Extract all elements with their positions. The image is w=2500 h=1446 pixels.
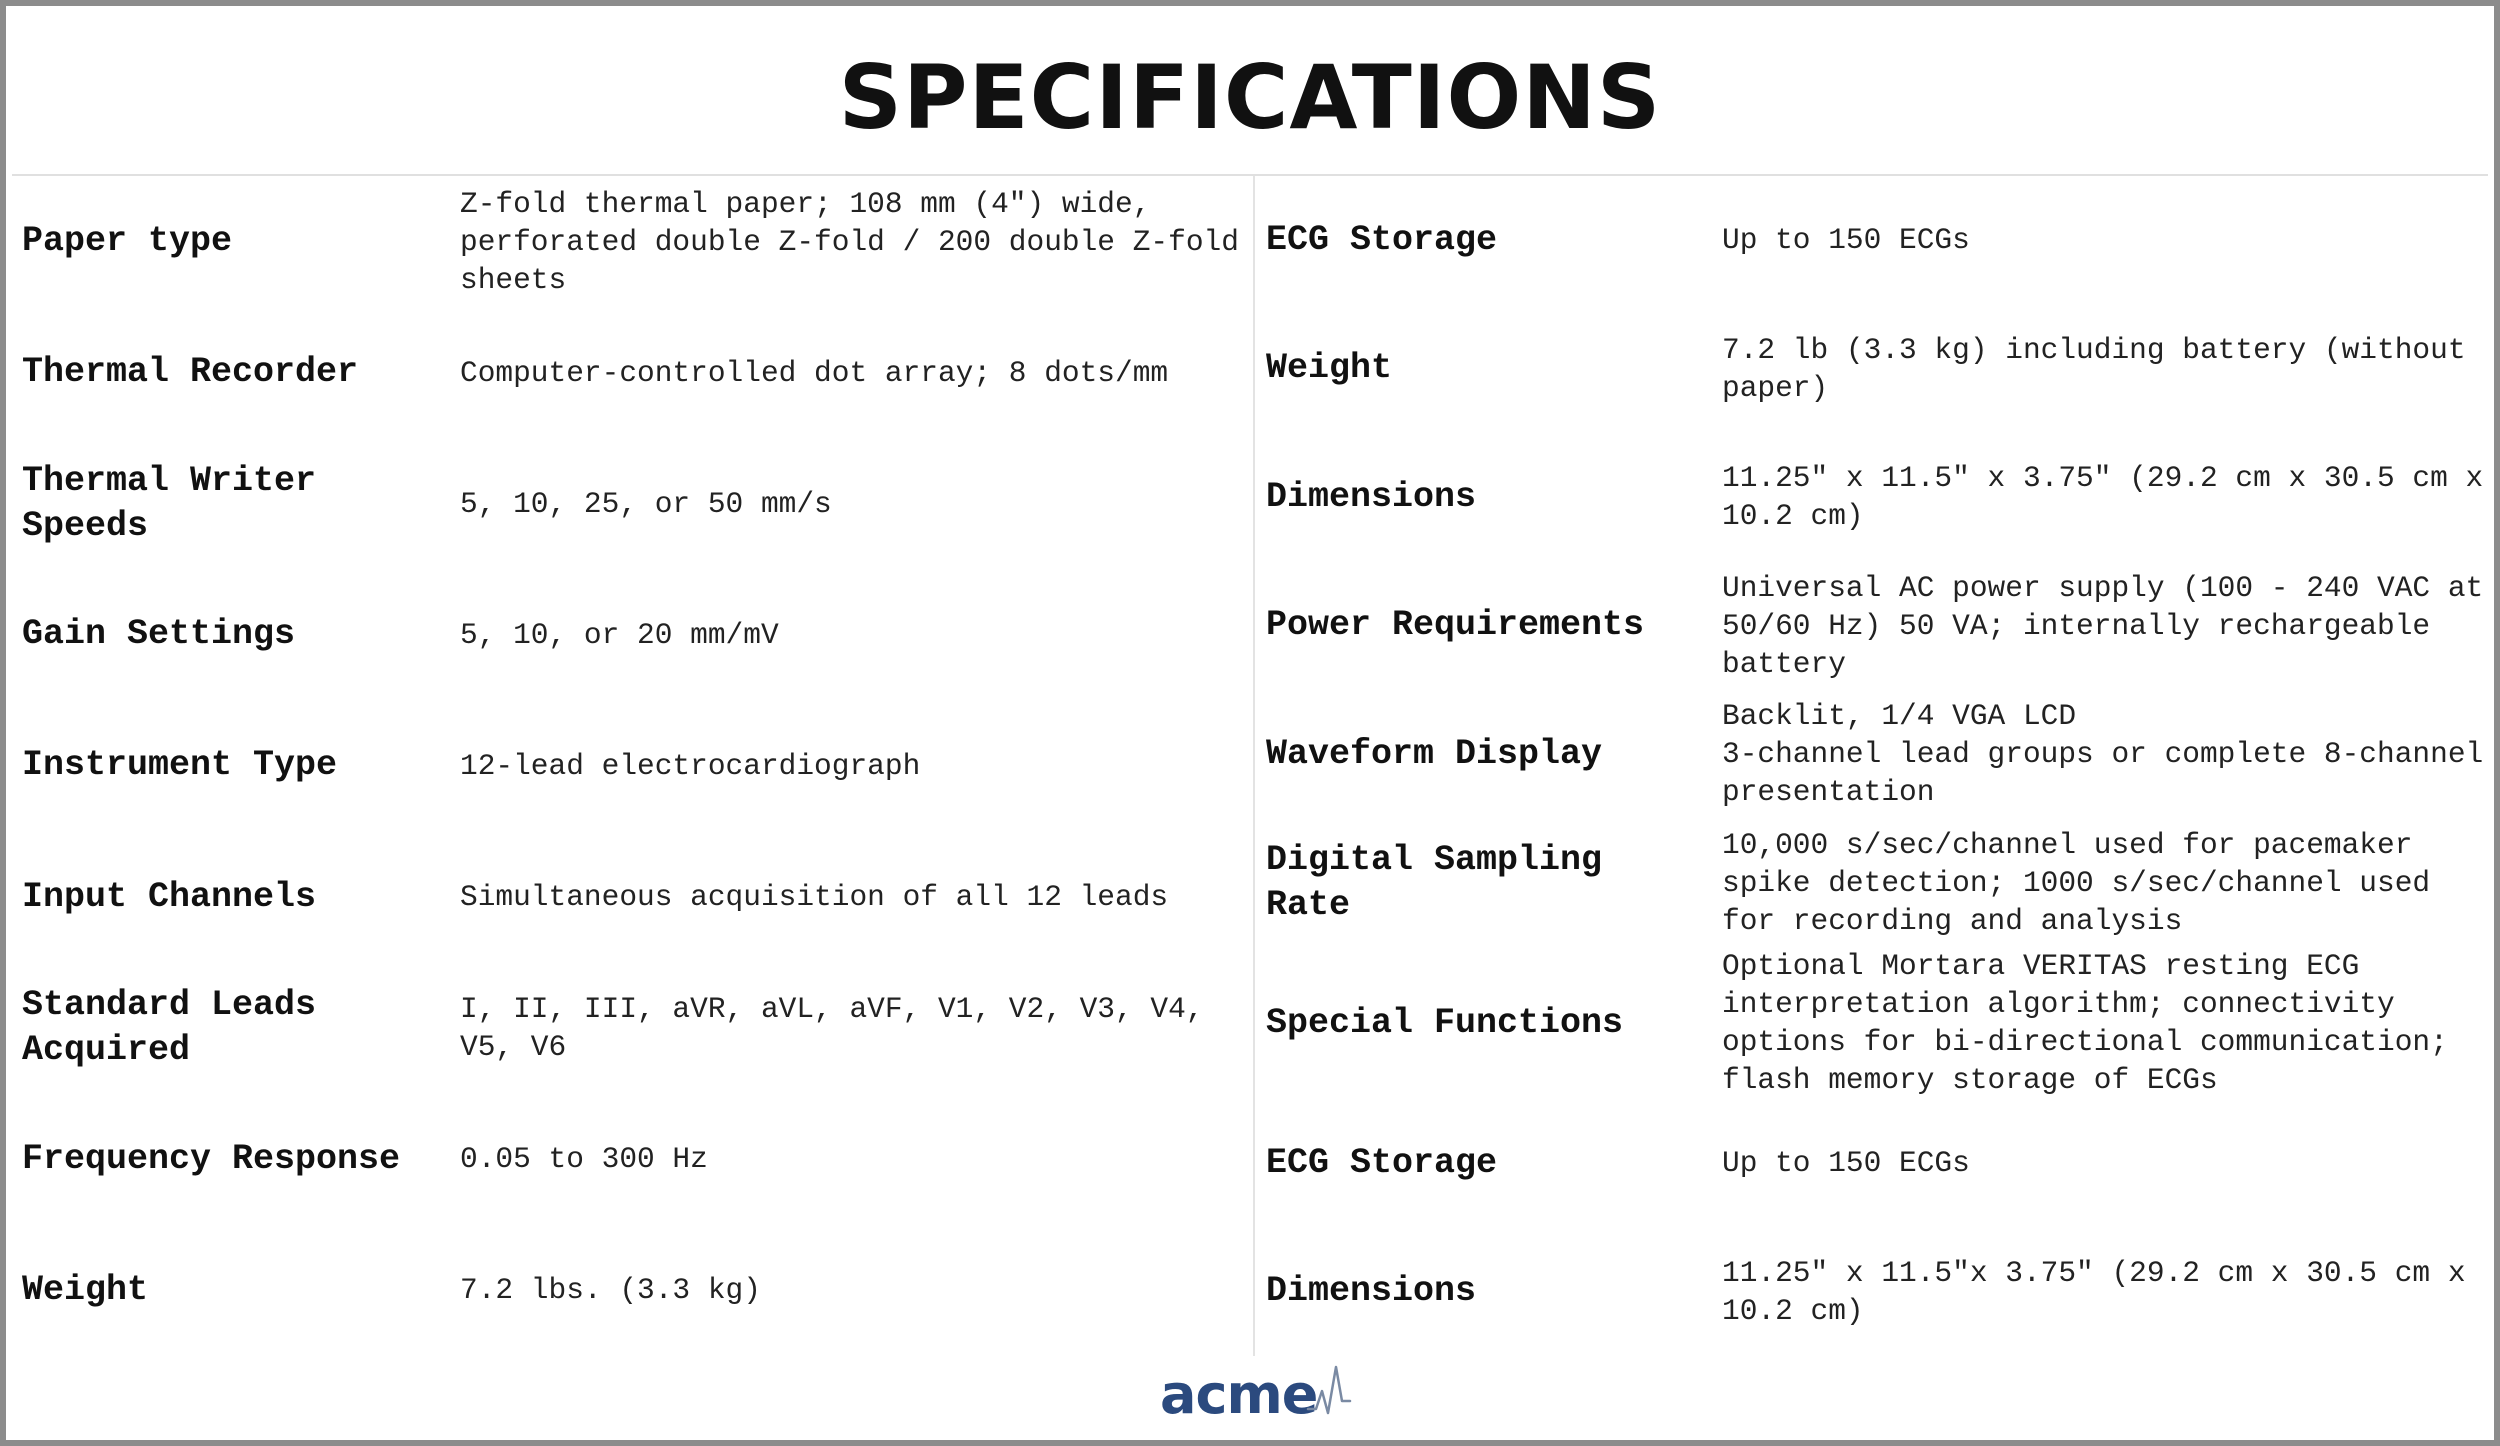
spec-value: 10,000 s/sec/channel used for pacemaker spike detection; 1000 s/sec/channel used for recording and analysis	[1722, 827, 2431, 938]
page-title: SPECIFICATIONS	[838, 46, 1662, 149]
spec-label: Weight	[22, 1269, 149, 1310]
spec-value: 5, 10, or 20 mm/mV	[460, 617, 779, 652]
spec-value: Universal AC power supply (100 - 240 VAC at 50/60 Hz) 50 VA; internally rechargeable battery	[1722, 570, 2484, 681]
spec-label: Instrument Type	[22, 745, 338, 786]
spec-column-right	[1266, 176, 2486, 1356]
spec-value: Simultaneous acquisition of all 12 leads	[460, 880, 1169, 915]
spec-row	[22, 176, 1247, 307]
spec-label: Special Functions	[1266, 1002, 1624, 1043]
spec-row	[1266, 433, 2486, 562]
spec-label: Thermal Recorder	[22, 352, 359, 393]
spec-label: Thermal Writer Speeds	[22, 460, 317, 546]
spec-label: Paper type	[22, 221, 233, 262]
spec-value: Up to 150 ECGs	[1722, 1146, 1970, 1181]
spec-value: I, II, III, aVR, aVL, aVF, V1, V2, V3, V4, V5, V6	[460, 992, 1204, 1065]
spec-value: 0.05 to 300 Hz	[460, 1142, 708, 1177]
spec-value: Z-fold thermal paper; 108 mm (4") wide, perforated double Z-fold / 200 double Z-fold sheets	[460, 186, 1239, 297]
spec-row	[22, 832, 1247, 963]
spec-label: Gain Settings	[22, 614, 296, 655]
spec-label: Weight	[1266, 348, 1393, 389]
spec-row	[1266, 947, 2486, 1099]
spec-label: Waveform Display	[1266, 733, 1603, 774]
spec-value: 12-lead electrocardiograph	[460, 748, 921, 783]
logo-wordmark: acme	[1160, 1363, 1318, 1426]
spec-row	[1266, 1099, 2486, 1228]
spec-row	[22, 700, 1247, 831]
spec-column-left	[22, 176, 1247, 1356]
spec-label: ECG Storage	[1266, 219, 1498, 260]
spec-row	[22, 963, 1247, 1094]
spec-row	[1266, 1228, 2486, 1357]
spec-row	[1266, 690, 2486, 819]
spec-label: Dimensions	[1266, 476, 1477, 517]
spec-row	[1266, 819, 2486, 948]
spec-label: Frequency Response	[22, 1138, 401, 1179]
spec-label: Standard Leads Acquired	[22, 985, 317, 1071]
spec-label: ECG Storage	[1266, 1142, 1498, 1183]
spec-row	[1266, 562, 2486, 691]
spec-value: 7.2 lbs. (3.3 kg)	[460, 1273, 761, 1308]
spec-row	[1266, 305, 2486, 434]
spec-value: Backlit, 1/4 VGA LCD 3-channel lead groups or complete 8-channel presentation	[1722, 699, 2484, 810]
ecg-wave-icon	[1306, 1361, 1352, 1417]
spec-row	[22, 1094, 1247, 1225]
spec-value: 11.25" x 11.5"x 3.75" (29.2 cm x 30.5 cm x 10.2 cm)	[1722, 1255, 2466, 1328]
spec-row	[22, 569, 1247, 700]
brand-logo	[1156, 1361, 1356, 1441]
spec-row	[22, 307, 1247, 438]
spec-row	[22, 1225, 1247, 1356]
spec-value: Optional Mortara VERITAS resting ECG interpretation algorithm; connectivity options for bi-directional communication; flash memory storage of ECGs	[1722, 949, 2448, 1097]
spec-value: 5, 10, 25, or 50 mm/s	[460, 486, 832, 521]
spec-label: Digital Sampling Rate	[1266, 839, 1603, 925]
spec-label: Power Requirements	[1266, 605, 1645, 646]
spec-label: Dimensions	[1266, 1271, 1477, 1312]
spec-row	[1266, 176, 2486, 305]
spec-value: 7.2 lb (3.3 kg) including battery (without paper)	[1722, 332, 2466, 405]
spec-value: Computer-controlled dot array; 8 dots/mm	[460, 355, 1169, 390]
column-divider	[1253, 176, 1255, 1356]
spec-value: Up to 150 ECGs	[1722, 223, 1970, 258]
spec-label: Input Channels	[22, 876, 317, 917]
spec-row	[22, 438, 1247, 569]
spec-value: 11.25" x 11.5" x 3.75" (29.2 cm x 30.5 cm x 10.2 cm)	[1722, 461, 2484, 534]
